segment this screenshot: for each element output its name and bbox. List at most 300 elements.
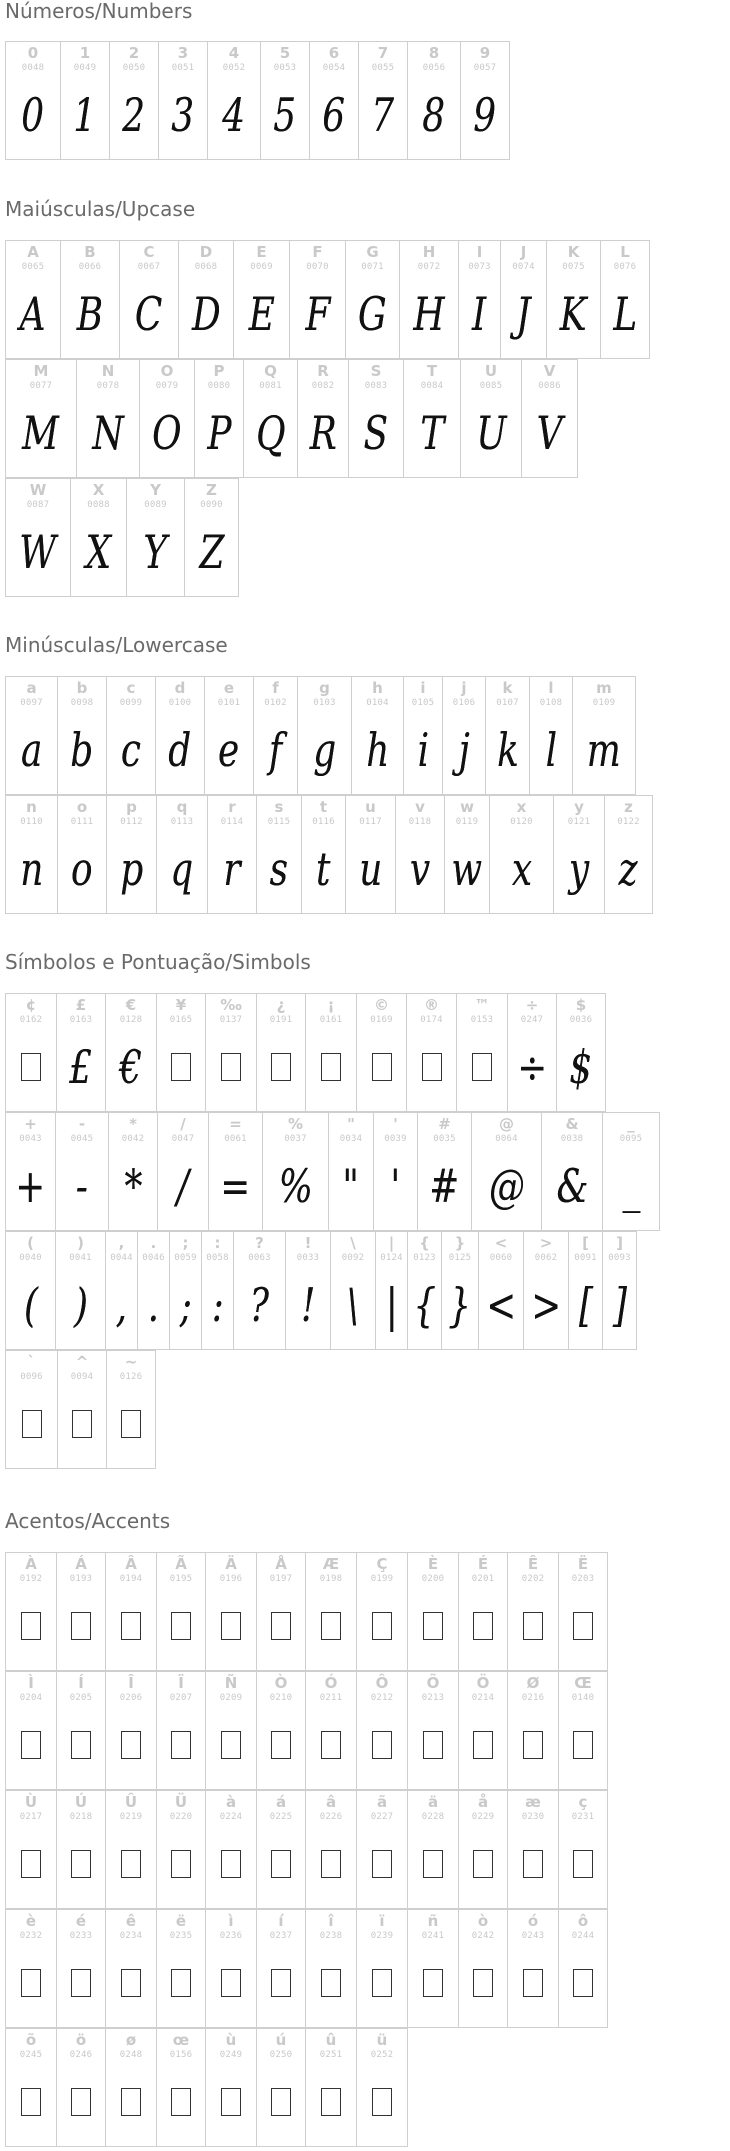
character-label: Œ — [574, 1674, 592, 1692]
character-label: ] — [616, 1234, 623, 1252]
character-code: 0050 — [122, 63, 146, 73]
character-code: 0124 — [380, 1253, 403, 1263]
glyph-preview — [404, 717, 442, 783]
glyph-sample: E — [248, 287, 275, 341]
character-code: 0056 — [422, 63, 446, 73]
glyph-sample: 5 — [273, 88, 297, 142]
glyph-cell — [485, 676, 530, 795]
missing-glyph-box-icon — [221, 1969, 241, 1997]
glyph-cell — [356, 1909, 408, 2028]
character-label: 7 — [377, 44, 389, 62]
glyph-sample: + — [15, 1159, 46, 1213]
character-code: 0091 — [574, 1253, 597, 1263]
character-label: M — [33, 362, 49, 380]
glyph-preview — [195, 400, 243, 466]
glyph-cell — [407, 1552, 459, 1671]
character-label: > — [539, 1234, 553, 1252]
glyph-preview — [57, 1831, 105, 1897]
glyph-preview — [257, 2069, 305, 2135]
character-code: 0041 — [69, 1253, 92, 1263]
character-code: 0048 — [21, 63, 45, 73]
glyph-sample: g — [313, 723, 336, 777]
character-label: À — [25, 1555, 37, 1573]
character-code: 0090 — [200, 500, 223, 510]
character-label: e — [223, 679, 235, 697]
glyph-cell — [109, 41, 159, 160]
glyph-sample: _ — [622, 1159, 640, 1213]
character-label: Ã — [175, 1555, 187, 1573]
glyph-cell — [456, 993, 508, 1112]
character-label: s — [274, 798, 284, 816]
character-label: r — [228, 798, 236, 816]
glyph-cell — [5, 2028, 57, 2147]
glyph-cell — [375, 1231, 408, 1350]
missing-glyph-box-icon — [472, 1053, 492, 1081]
glyph-cell — [5, 1909, 57, 2028]
glyph-preview — [290, 281, 345, 347]
glyph-sample: : — [211, 1278, 224, 1332]
character-label: o — [76, 798, 88, 816]
glyph-preview — [508, 1593, 558, 1659]
character-code: 0075 — [562, 262, 585, 272]
character-label: Î — [128, 1674, 134, 1692]
character-code: 0203 — [571, 1574, 595, 1584]
character-label: C — [143, 243, 155, 261]
glyph-preview — [234, 281, 289, 347]
character-code: 0102 — [264, 698, 287, 708]
glyph-preview — [6, 836, 57, 902]
glyph-cell — [105, 1909, 157, 2028]
character-code: 0209 — [219, 1693, 243, 1703]
character-label: # — [438, 1115, 451, 1133]
glyph-cell — [305, 1790, 357, 1909]
glyph-cell — [55, 1231, 106, 1350]
glyph-row — [5, 41, 509, 160]
missing-glyph-box-icon — [271, 2088, 291, 2116]
missing-glyph-box-icon — [372, 1612, 392, 1640]
glyph-cell — [155, 676, 205, 795]
character-code: 0079 — [155, 381, 179, 391]
character-code: 0251 — [319, 2050, 343, 2060]
character-code: 0161 — [319, 1015, 343, 1025]
character-code: 0241 — [421, 1931, 445, 1941]
glyph-preview — [170, 1272, 201, 1338]
glyph-preview — [127, 519, 184, 585]
glyph-sample: | — [385, 1278, 398, 1332]
glyph-row — [5, 1231, 636, 1350]
glyph-preview — [257, 1712, 305, 1778]
character-code: 0193 — [69, 1574, 93, 1584]
glyph-preview — [205, 717, 253, 783]
glyph-cell — [60, 240, 120, 359]
glyph-cell — [57, 676, 107, 795]
character-code: 0105 — [411, 698, 435, 708]
character-code: 0089 — [144, 500, 167, 510]
glyph-sample: , — [115, 1278, 128, 1332]
glyph-preview — [208, 82, 260, 148]
glyph-cell — [253, 676, 298, 795]
character-label: â — [325, 1793, 337, 1811]
glyph-cell — [105, 2028, 157, 2147]
glyph-sample: O — [152, 406, 182, 460]
glyph-sample: 9 — [473, 88, 497, 142]
character-code: 0119 — [455, 817, 479, 827]
character-label: ~ — [124, 1353, 138, 1371]
glyph-cell — [5, 676, 58, 795]
glyph-cell — [76, 359, 140, 478]
glyph-cell — [256, 795, 302, 914]
missing-glyph-box-icon — [171, 2088, 191, 2116]
glyph-preview — [408, 1712, 458, 1778]
missing-glyph-box-icon — [523, 1850, 543, 1878]
glyph-cell — [407, 1790, 459, 1909]
glyph-cell — [541, 1112, 603, 1231]
missing-glyph-box-icon — [423, 1850, 443, 1878]
character-label: 2 — [128, 44, 140, 62]
glyph-preview — [58, 1391, 106, 1457]
glyph-sample: i — [417, 723, 429, 777]
character-label: ï — [379, 1912, 385, 1930]
glyph-row — [5, 1671, 607, 1790]
character-label: ` — [27, 1353, 36, 1371]
character-label: ì — [228, 1912, 234, 1930]
glyph-cell — [56, 993, 106, 1112]
glyph-preview — [559, 1950, 607, 2016]
character-label: é — [75, 1912, 87, 1930]
character-label: è — [25, 1912, 37, 1930]
glyph-cell — [5, 1671, 57, 1790]
glyph-preview — [306, 1034, 356, 1100]
glyph-preview — [110, 82, 158, 148]
glyph-preview — [6, 1153, 55, 1219]
glyph-cell — [106, 795, 157, 914]
character-label: 8 — [428, 44, 440, 62]
character-label: % — [287, 1115, 304, 1133]
character-code: 0218 — [69, 1812, 93, 1822]
glyph-cell — [546, 240, 601, 359]
glyph-cell — [604, 795, 653, 914]
missing-glyph-box-icon — [473, 1731, 493, 1759]
glyph-sample: ! — [300, 1278, 316, 1332]
character-label: í — [278, 1912, 284, 1930]
glyph-preview — [357, 1712, 407, 1778]
character-label: 1 — [79, 44, 91, 62]
glyph-cell — [558, 1909, 608, 2028]
glyph-cell — [345, 240, 400, 359]
glyph-preview — [257, 1950, 305, 2016]
character-label: ú — [275, 2031, 287, 2049]
glyph-cell — [356, 1671, 408, 1790]
character-code: 0194 — [119, 1574, 143, 1584]
glyph-cell — [5, 240, 61, 359]
glyph-preview — [508, 1831, 558, 1897]
character-label: ) — [77, 1234, 84, 1252]
character-label: Í — [78, 1674, 84, 1692]
glyph-row — [5, 1552, 607, 1671]
missing-glyph-box-icon — [372, 1053, 392, 1081]
missing-glyph-box-icon — [21, 1053, 41, 1081]
glyph-cell — [572, 676, 636, 795]
character-code: 0073 — [468, 262, 491, 272]
missing-glyph-box-icon — [71, 1850, 91, 1878]
glyph-sample: " — [342, 1159, 360, 1213]
missing-glyph-box-icon — [271, 1850, 291, 1878]
glyph-sample: K — [560, 287, 587, 341]
character-label: < — [494, 1234, 508, 1252]
glyph-preview — [298, 400, 348, 466]
glyph-sample: C — [135, 287, 163, 341]
glyph-preview — [202, 1272, 233, 1338]
missing-glyph-box-icon — [372, 1731, 392, 1759]
character-label: O — [160, 362, 174, 380]
glyph-cell — [305, 1552, 357, 1671]
glyph-cell — [156, 993, 206, 1112]
character-label: ® — [424, 996, 439, 1014]
missing-glyph-box-icon — [321, 1053, 341, 1081]
character-code: 0199 — [370, 1574, 394, 1584]
glyph-cell — [417, 1112, 472, 1231]
character-label: , — [118, 1234, 125, 1252]
glyph-preview — [357, 1034, 406, 1100]
character-label: . — [150, 1234, 157, 1252]
character-code: 0217 — [19, 1812, 43, 1822]
character-code: 0057 — [473, 63, 497, 73]
glyph-cell — [126, 478, 185, 597]
character-code: 0195 — [169, 1574, 193, 1584]
glyph-sample: p — [120, 842, 143, 896]
missing-glyph-box-icon — [573, 1612, 593, 1640]
glyph-preview — [310, 82, 358, 148]
character-code: 0076 — [613, 262, 637, 272]
glyph-row — [5, 359, 577, 478]
character-code: 0200 — [421, 1574, 445, 1584]
character-label: ù — [225, 2031, 237, 2049]
character-code: 0053 — [273, 63, 297, 73]
missing-glyph-box-icon — [473, 1969, 493, 1997]
glyph-preview — [206, 1712, 256, 1778]
glyph-preview — [542, 1153, 602, 1219]
missing-glyph-box-icon — [372, 1969, 392, 1997]
glyph-preview — [374, 1153, 417, 1219]
glyph-cell — [57, 1350, 107, 1469]
character-code: 0061 — [224, 1134, 247, 1144]
missing-glyph-box-icon — [271, 1969, 291, 1997]
glyph-preview — [263, 1153, 328, 1219]
character-code: 0035 — [433, 1134, 456, 1144]
glyph-preview — [443, 717, 485, 783]
character-code: 0214 — [471, 1693, 495, 1703]
character-label: Z — [206, 481, 217, 499]
glyph-cell — [156, 2028, 206, 2147]
character-code: 0060 — [489, 1253, 513, 1263]
character-code: 0169 — [370, 1015, 393, 1025]
glyph-preview — [6, 400, 76, 466]
glyph-preview — [206, 2069, 256, 2135]
glyph-cell — [356, 1552, 408, 1671]
character-label: g — [319, 679, 330, 697]
glyph-cell — [407, 1671, 459, 1790]
character-label: ‰ — [220, 996, 242, 1014]
character-label: © — [374, 996, 389, 1014]
glyph-preview — [418, 1153, 471, 1219]
character-code: 0242 — [471, 1931, 495, 1941]
glyph-sample: 8 — [422, 88, 446, 142]
glyph-cell — [406, 993, 457, 1112]
glyph-cell — [137, 1231, 170, 1350]
glyph-cell — [204, 676, 254, 795]
glyph-sample: ( — [23, 1278, 38, 1332]
glyph-cell — [345, 795, 396, 914]
missing-glyph-box-icon — [71, 1731, 91, 1759]
glyph-sample: ] — [612, 1278, 627, 1332]
glyph-preview — [352, 717, 403, 783]
character-label: \ — [350, 1234, 356, 1252]
glyph-preview — [479, 1272, 523, 1338]
glyph-preview — [156, 717, 204, 783]
glyph-cell — [373, 1112, 418, 1231]
glyph-preview — [6, 1391, 57, 1457]
character-label: 3 — [177, 44, 189, 62]
glyph-preview — [106, 1593, 156, 1659]
glyph-preview — [107, 1391, 155, 1457]
character-code: 0192 — [19, 1574, 43, 1584]
missing-glyph-box-icon — [573, 1731, 593, 1759]
glyph-cell — [70, 478, 127, 597]
character-code: 0103 — [313, 698, 336, 708]
glyph-preview — [408, 1950, 458, 2016]
character-code: 0239 — [370, 1931, 394, 1941]
glyph-sample: e — [218, 723, 240, 777]
glyph-cell — [205, 993, 257, 1112]
glyph-preview — [331, 1272, 375, 1338]
character-code: 0063 — [248, 1253, 271, 1263]
glyph-sample: j — [458, 723, 470, 777]
glyph-preview — [501, 281, 546, 347]
glyph-sample: { — [413, 1278, 436, 1332]
character-label: t — [319, 798, 328, 816]
glyph-preview — [359, 82, 407, 148]
character-label: Ù — [24, 1793, 38, 1811]
character-code: 0232 — [19, 1931, 43, 1941]
character-code: 0088 — [87, 500, 110, 510]
glyph-preview — [261, 82, 309, 148]
glyph-preview — [302, 836, 345, 902]
character-code: 0220 — [169, 1812, 193, 1822]
character-label: Æ — [322, 1555, 340, 1573]
character-code: 0174 — [420, 1015, 443, 1025]
glyph-sample: $ — [569, 1040, 593, 1094]
character-label: Ç — [376, 1555, 388, 1573]
missing-glyph-box-icon — [271, 1053, 291, 1081]
missing-glyph-box-icon — [221, 1731, 241, 1759]
glyph-sample: z — [619, 842, 638, 896]
glyph-preview — [457, 1034, 507, 1100]
character-code: 0046 — [142, 1253, 165, 1263]
glyph-sample: > — [530, 1278, 562, 1332]
glyph-sample: S — [363, 406, 389, 460]
character-code: 0070 — [306, 262, 329, 272]
character-label: Ê — [527, 1555, 539, 1573]
missing-glyph-box-icon — [372, 1850, 392, 1878]
character-code: 0112 — [120, 817, 143, 827]
glyph-cell — [262, 1112, 329, 1231]
character-label: £ — [75, 996, 87, 1014]
character-label: c — [126, 679, 136, 697]
glyph-row — [5, 478, 238, 597]
character-label: Ú — [74, 1793, 88, 1811]
glyph-preview — [107, 717, 155, 783]
glyph-row — [5, 795, 652, 914]
character-code: 0231 — [571, 1812, 595, 1822]
glyph-preview — [442, 1272, 478, 1338]
glyph-sample: n — [19, 842, 44, 896]
glyph-cell — [256, 1909, 306, 2028]
glyph-cell — [489, 795, 554, 914]
glyph-cell — [256, 1790, 306, 1909]
character-label: à — [225, 1793, 237, 1811]
character-label: i — [420, 679, 426, 697]
character-label: Õ — [426, 1674, 440, 1692]
character-code: 0098 — [70, 698, 94, 708]
character-code: 0237 — [269, 1931, 293, 1941]
glyph-preview — [257, 1831, 305, 1897]
glyph-preview — [106, 1831, 156, 1897]
glyph-cell — [500, 240, 547, 359]
missing-glyph-box-icon — [221, 1612, 241, 1640]
character-label: q — [176, 798, 188, 816]
glyph-preview — [254, 717, 297, 783]
character-code: 0065 — [21, 262, 45, 272]
glyph-preview — [6, 1272, 55, 1338]
missing-glyph-box-icon — [573, 1969, 593, 1997]
glyph-sample: ) — [73, 1278, 88, 1332]
character-label: î — [328, 1912, 334, 1930]
missing-glyph-box-icon — [523, 1612, 543, 1640]
glyph-cell — [156, 795, 208, 914]
glyph-cell — [407, 41, 461, 160]
character-label: õ — [25, 2031, 37, 2049]
character-label: " — [347, 1115, 355, 1133]
character-label: X — [92, 481, 105, 499]
glyph-sample: A — [20, 287, 46, 341]
glyph-preview — [559, 1831, 607, 1897]
glyph-preview — [57, 2069, 105, 2135]
glyph-cell — [458, 1671, 508, 1790]
character-label: H — [422, 243, 436, 261]
character-code: 0044 — [110, 1253, 133, 1263]
glyph-sample: w — [451, 842, 483, 896]
glyph-preview — [157, 836, 207, 902]
glyph-preview — [57, 1034, 105, 1100]
glyph-preview — [559, 1593, 607, 1659]
glyph-preview — [306, 1712, 356, 1778]
glyph-preview — [208, 836, 256, 902]
character-code: 0156 — [169, 2050, 193, 2060]
glyph-cell — [289, 240, 346, 359]
character-code: 0042 — [121, 1134, 145, 1144]
character-code: 0071 — [361, 262, 384, 272]
glyph-preview — [346, 836, 395, 902]
glyph-sample: % — [278, 1159, 313, 1213]
glyph-sample: 0 — [21, 88, 45, 142]
section-title: Minúsculas/Lowercase — [5, 633, 228, 657]
glyph-preview — [559, 1712, 607, 1778]
glyph-cell — [458, 1790, 508, 1909]
glyph-row — [5, 240, 649, 359]
glyph-preview — [396, 836, 444, 902]
character-label: Ä — [225, 1555, 237, 1573]
glyph-sample: f — [268, 723, 283, 777]
